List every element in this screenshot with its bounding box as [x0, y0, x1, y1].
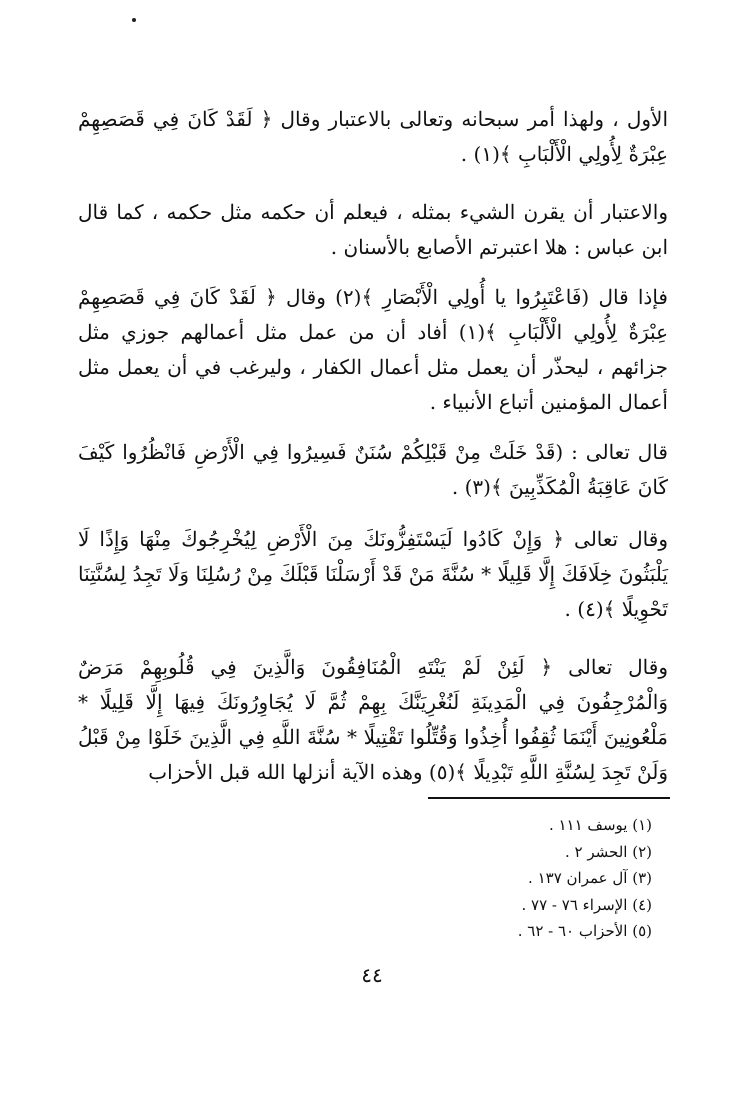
footnote-separator [428, 797, 670, 799]
paragraph-5: وقال تعالى ﴿ وَإِنْ كَادُوا لَيَسْتَفِزُّونَكَ مِنَ الْأَرْضِ لِيُخْرِجُوكَ مِنْهَا وَإِذًا لَا يَلْبَثُونَ خِلَافَكَ إِلَّا قَلِيلًا * سُنَّةَ مَنْ قَدْ أَرْسَلْنَا قَبْلَكَ مِنْ رُسُلِنَا وَلَا تَجِدُ لِسُنَّتِنَا تَحْوِيلًا ﴾(٤) . [78, 527, 668, 621]
footnote-5: (٥) الأحزاب ٦٠ - ٦٢ . [517, 922, 652, 940]
paragraph-3: فإذا قال (فَاعْتَبِرُوا يا أُولِي الْأَبْصَارِ ﴾(٢) وقال ﴿ لَقَدْ كَانَ فِي قَصَصِهِمْ عِبْرَةٌ لِأُولِي الْأَلْبَابِ ﴾(١) أفاد أن من عمل مثل أعمالهم جوزي مثل جزائهم ، ليحذّر أن يعمل مثل أعمال الكفار ، وليرغب في أن يعمل مثل أعمال المؤمنين أتباع الأنبياء . [78, 285, 669, 414]
paragraph-4: قال تعالى : (قَدْ خَلَتْ مِنْ قَبْلِكُمْ سُنَنٌ فَسِيرُوا فِي الْأَرْضِ فَانْظُرُوا كَيْفَ كَانَ عَاقِبَةُ الْمُكَذِّبِينَ ﴾(٣) . [78, 440, 668, 499]
page-number: ٤٤ [361, 963, 383, 987]
ink-speck [132, 18, 136, 22]
footnote-4: (٤) الإسراء ٧٦ - ٧٧ . [521, 895, 652, 914]
paragraph-1: الأول ، ولهذا أمر سبحانه وتعالى بالاعتبار وقال ﴿ لَقَدْ كَانَ فِي قَصَصِهِمْ عِبْرَةٌ لِأُولِي الْأَلْبَابِ ﴾(١) . [78, 107, 668, 166]
footnote-2: (٢) الحشر ٢ . [565, 842, 652, 861]
paragraph-2: والاعتبار أن يقرن الشيء بمثله ، فيعلم أن حكمه مثل حكمه ، كما قال ابن عباس : هلا اعتبرتم الأصابع بالأسنان . [78, 200, 668, 259]
footnote-3: (٣) آل عمران ١٣٧ . [528, 869, 652, 887]
footnotes [352, 812, 652, 945]
paragraph-6: وقال تعالى ﴿ لَئِنْ لَمْ يَنْتَهِ الْمُنَافِقُونَ وَالَّذِينَ فِي قُلُوبِهِمْ مَرَضٌ وَالْمُرْجِفُونَ فِي الْمَدِينَةِ لَنُغْرِيَنَّكَ بِهِمْ ثُمَّ لَا يُجَاوِرُونَكَ فِيهَا إِلَّا قَلِيلًا * مَلْعُونِينَ أَيْنَمَا ثُقِفُوا أُخِذُوا وَقُتِّلُوا تَقْتِيلًا * سُنَّةَ اللَّهِ فِي الَّذِينَ خَلَوْا مِنْ قَبْلُ وَلَنْ تَجِدَ لِسُنَّةِ اللَّهِ تَبْدِيلًا ﴾(٥) وهذه الآية أنزلها الله قبل الأحزاب [78, 655, 668, 784]
footnote-1: (١) يوسف ١١١ . [548, 816, 652, 834]
